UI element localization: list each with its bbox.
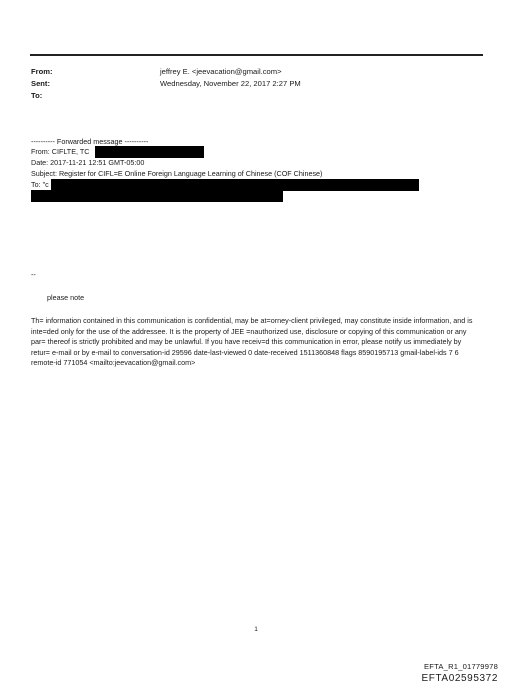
to-label: To: <box>31 91 43 100</box>
sent-label: Sent: <box>31 79 50 88</box>
from-value: jeffrey E. <jeevacation@gmail.com> <box>160 67 282 76</box>
disclaimer-paragraph: Th= information contained in this communication is confidential, may be at=orney-client privileged, may constitute inside information, and is inte=ded only for the use of the addressee. It is the property of JEE =nauthorized use, disclosure or copying of this communication or any par= thereof is strictly prohibited and may be unlawful. If you have receiv=d this communication in error, please notify us immediately by retur= e-mail or by e-mail to conversation-id 29596 date-last-viewed 0 date-received 1511360848 flags 8590195713 gmail-label-ids 7 6 remote-id 771054 <mailto:jeevacation@gmail.com> <box>31 316 473 368</box>
bates-stamp-secondary: EFTA02595372 <box>421 673 498 684</box>
from-label: From: <box>31 67 53 76</box>
forward-to-line: To: "c <box>31 180 49 189</box>
note-text: please note <box>47 293 85 302</box>
page-number: 1 <box>254 626 258 633</box>
signature-dashes: -- <box>31 270 36 279</box>
forward-from-line: From: CIFLTE, TC <box>31 147 90 156</box>
forward-date-line: Date: 2017-11-21 12:51 GMT-05:00 <box>31 158 145 167</box>
header-rule <box>30 54 483 56</box>
redaction-bar <box>95 146 204 158</box>
bates-stamp-primary: EFTA_R1_01779978 <box>424 662 498 671</box>
redaction-bar <box>31 190 283 202</box>
forward-subject-line: Subject: Register for CIFL=E Online Foreign Language Learning of Chinese (COF Chinese) <box>31 169 323 178</box>
forward-divider: ---------- Forwarded message ---------- <box>31 137 149 146</box>
sent-value: Wednesday, November 22, 2017 2:27 PM <box>160 79 301 88</box>
